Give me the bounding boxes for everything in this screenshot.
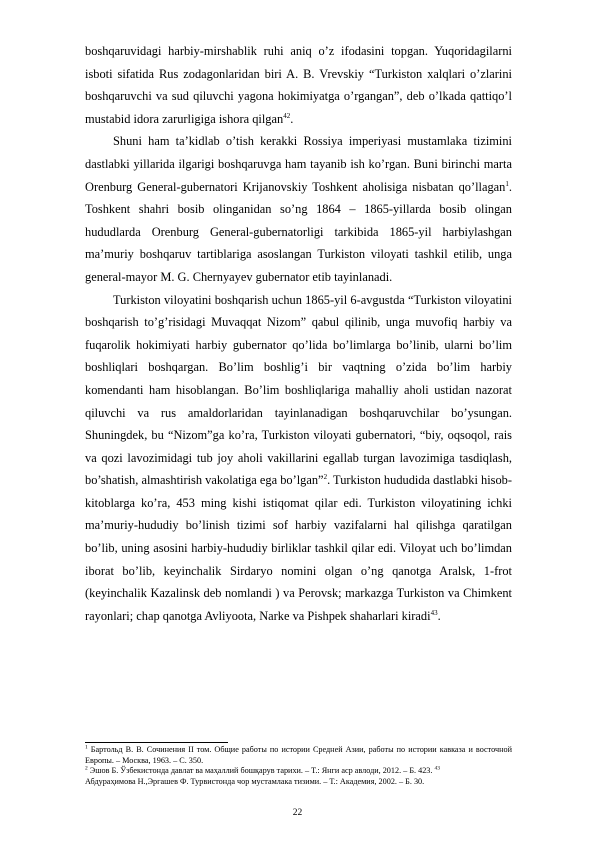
paragraph-3-text: Turkiston viloyatini boshqarish uchun 1865-yil 6-avgustda “Turkiston viloyatini boshqarish to’g’risidagi Muvaqqat Nizom” qabul qilinib, unga muvofiq harbiy va fuqarolik hokimiyati harbiy gubernator qo’lida bo’limlarga bo’linib, ularni bo’lim boshliqlari boshqargan. Bo’lim boshlig’i bir vaqtning o’zida bo’lim harbiy komendanti ham hisoblangan. Bo’lim boshliqlariga mahalliy aholi ustidan nazorat qiluvchi va rus amaldorlaridan tayinlanadigan boshqaruvchilar bo’ysungan. Shuningdek, bu “Nizom”ga ko’ra, Turkiston viloyati gubernatori, “biy, oqsoqol, rais va qozi lavozimidagi tub joy aholi vakillarini egallab turgan lavozimiga tasdiqlash, bo’shatish, almashtirish vakolatiga ega bo’lgan”	[85, 292, 512, 488]
footnote-3-text: Абдураҳимова Н.,Эргашев Ф. Турвистонда чор мустамлака тизими. – Т.: Академия, 2002. – Б. 30.	[85, 776, 425, 786]
footnote-ref-43: 43	[430, 608, 438, 617]
paragraph-3-tail: . Turkiston hududida dastlabki hisob-kitoblarga ko’ra, 453 ming kishi istiqomat qilar edi. Turkiston viloyatining ichki ma’muriy-hududiy bo’linish tizimi sof harbiy vazifalarni hal qilishga qaratilgan bo’lib, uning asosini harbiy-hududiy birliklar tashkil qilar edi. Viloyat uch bo’limdan iborat bo’lib, keyinchalik Sirdaryo nomini olgan o’ng qanotga Aralsk, 1-frot (keyinchalik Kazalinsk deb nomlandi ) va Perovsk; markazga Turkiston va Chimkent rayonlari; chap qanotga Avliyoota, Narke va Pishpek shaharlari kiradi	[85, 473, 512, 623]
footnote-separator	[85, 742, 228, 743]
paragraph-1-tail: .	[290, 111, 294, 126]
paragraph-1	[85, 40, 512, 130]
footnote-3	[85, 777, 512, 788]
footnote-ref-2: 2	[323, 473, 328, 482]
footnotes	[85, 745, 512, 787]
footnote-2-text: Эшов Б. Ўзбекистонда давлат ва маҳаллий бошқарув тарихи. – Т.: Янги аср авлоди, 2012. – Б. 423.	[87, 766, 435, 776]
footnote-mark-43: 43	[434, 765, 440, 772]
footnote-1	[85, 745, 512, 766]
body-text	[85, 40, 512, 627]
paragraph-2	[85, 130, 512, 288]
page-number: 22	[292, 808, 303, 818]
footnote-mark-2: 2	[85, 765, 88, 772]
footnote-1-text: Бартольд В. В. Сочинения II том. Общие работы по истории Средней Азии, работы по истории кавказа и восточной Европы. – Москва, 1963. – С. 350.	[85, 745, 512, 765]
paragraph-3	[85, 289, 512, 628]
footnote-mark-1: 1	[85, 744, 88, 751]
paragraph-1-text: boshqaruvidagi harbiy-mirshablik ruhi aniq o’z ifodasini topgan. Yuqoridagilarni isboti sifatida Rus zodagonlaridan biri A. B. Vrevskiy “Turkiston xalqlari o’zlarini boshqaruvchi va sud qiluvchi yagona hokimiyatga o’rgangan”, deb o’lkada qattiqo’l mustabid idora zarurligiga ishora qilgan	[85, 44, 512, 126]
footnote-ref-42: 42	[283, 111, 291, 120]
paragraph-3-end: .	[437, 608, 441, 623]
paragraph-2-text: Shuni ham ta’kidlab o’tish kerakki Rossiya imperiyasi mustamlaka tizimini dastlabki yillarida ilgarigi boshqaruvga ham tayanib ish ko’rgan. Buni birinchi marta Orenburg General-gubernatori Krijanovskiy Toshkent aholisiga nisbatan qo’llagan	[85, 134, 512, 194]
footnote-ref-1: 1	[505, 179, 509, 188]
footnote-2	[85, 766, 512, 777]
paragraph-2-tail: . Toshkent shahri bosib olinganidan so’ng 1864 – 1865-yillarda bosib olingan hududlarda Orenburg General-gubernatorligi tarkibida 1865-yil harbiylashgan ma’muriy boshqaruv tartiblariga asoslangan Turkiston viloyati tashkil etilib, unga general-mayor M. G. Chernyayev gubernator etib tayinlanadi.	[85, 179, 512, 284]
